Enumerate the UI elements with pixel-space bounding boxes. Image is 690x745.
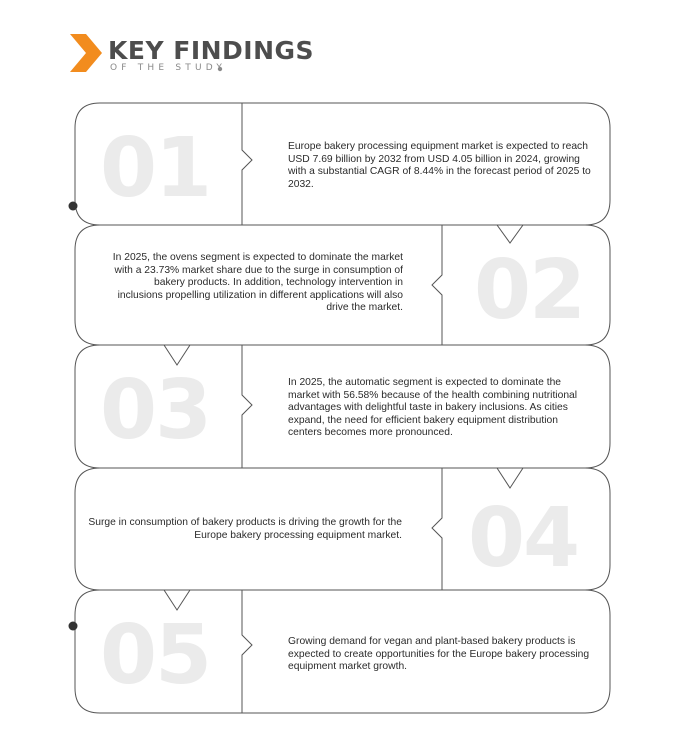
timeline-dot-top [69,202,78,211]
finding-text-3: In 2025, the automatic segment is expected to dominate the market with 56.58% because of the health combining nutritional advantages with delightful taste in bakery inclusions. As cities expand, the need for efficient bakery equipment distribution centers becomes more pronounced. [288,377,578,438]
finding-number-4: 04 [468,491,579,586]
chevron-logo-icon [70,34,102,72]
page-title: KEY FINDINGS [108,36,315,65]
divider-4 [432,468,442,590]
finding-number-5: 05 [100,608,211,703]
finding-text-1: Europe bakery processing equipment market is expected to reach USD 7.69 billion by 2032 from USD 4.05 billion in 2024, growing with a substantial CAGR of 8.44% in the forecast period of 2025 to 2032. [288,141,591,190]
finding-text-4: Surge in consumption of bakery products is driving the growth for the Europe bakery processing equipment market. [88,517,402,541]
finding-text-5: Growing demand for vegan and plant-based bakery products is expected to create opportunities for the Europe bakery processing equipment market growth. [288,636,590,672]
finding-number-3: 03 [100,363,211,458]
page-subtitle: OF THE STUDY [110,63,227,73]
divider-5 [242,590,252,713]
finding-number-2: 02 [474,243,585,338]
finding-number-1: 01 [100,121,211,216]
divider-2 [432,225,442,345]
timeline-dot-bottom [69,622,78,631]
divider-3 [242,345,252,468]
finding-text-2: In 2025, the ovens segment is expected to dominate the market with a 23.73% market share due to the surge in consumption of bakery products. In addition, technology intervention in inclusions propelling utilization in different applications will also drive the market. [112,252,403,313]
divider-1 [242,103,252,225]
